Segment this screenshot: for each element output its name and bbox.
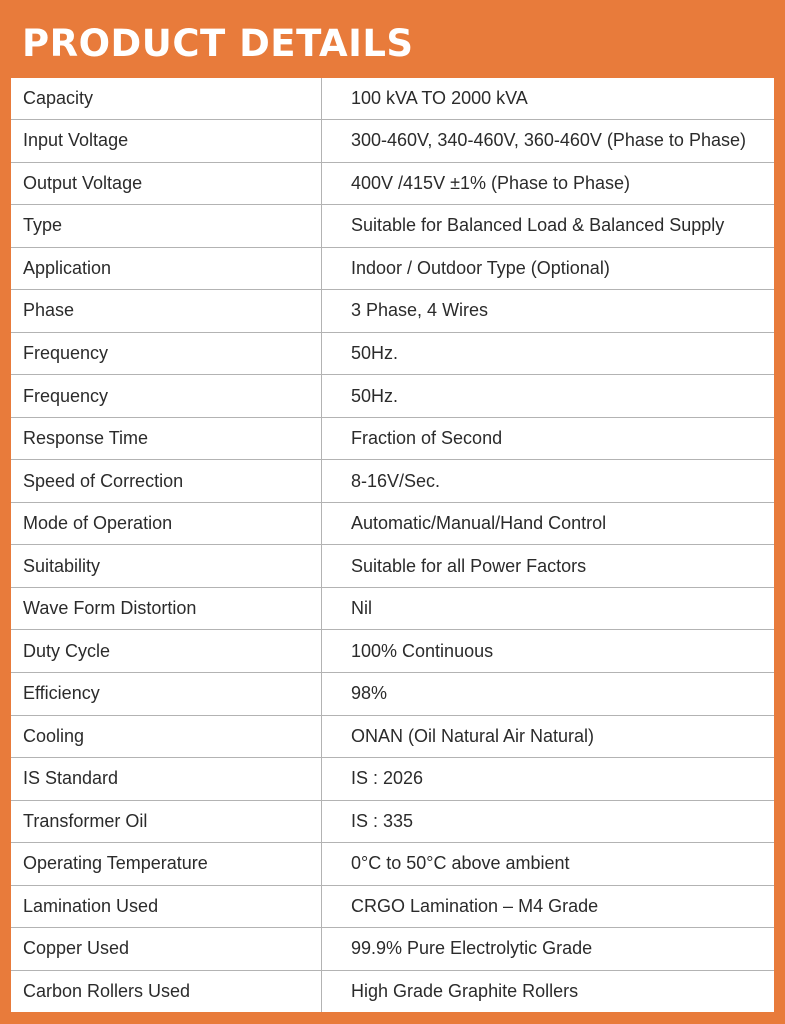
spec-label: Carbon Rollers Used [11,970,322,1012]
table-row [11,162,774,205]
table-row [11,715,774,758]
spec-label: Mode of Operation [11,502,322,545]
spec-value: 300-460V, 340-460V, 360-460V (Phase to Phase) [322,120,775,163]
spec-label: Cooling [11,715,322,758]
spec-label: Capacity [11,78,322,120]
specs-table [11,78,774,1012]
spec-label: Phase [11,290,322,333]
spec-value: High Grade Graphite Rollers [351,980,579,1001]
spec-label: Duty Cycle [11,630,322,673]
table-row [11,417,774,460]
table-row [11,78,774,120]
spec-value: Nil [322,587,775,630]
spec-value: Suitable for Balanced Load & Balanced Supply [322,205,775,248]
spec-label: Efficiency [11,672,322,715]
spec-value: IS : 2026 [322,758,775,801]
table-row [11,460,774,503]
table-row [11,672,774,715]
table-row [11,247,774,290]
table-row [11,885,774,928]
table-row [11,502,774,545]
table-row [11,843,774,886]
specs-panel [11,78,774,1012]
spec-label: Lamination Used [11,885,322,928]
spec-value: 0°C to 50°C above ambient [322,843,775,886]
spec-label: Type [11,205,322,248]
spec-label: Speed of Correction [11,460,322,503]
spec-value: 8-16V/Sec. [322,460,775,503]
spec-value: 50Hz. [322,375,775,418]
spec-label: Frequency [11,375,322,418]
spec-value: ONAN (Oil Natural Air Natural) [322,715,775,758]
table-row [11,545,774,588]
page-title: PRODUCT DETAILS [22,22,414,65]
table-row [11,375,774,418]
spec-value: 98% [322,672,775,715]
spec-value: IS : 335 [322,800,775,843]
spec-value: 100 kVA TO 2000 kVA [322,78,775,120]
spec-value: 3 Phase, 4 Wires [322,290,775,333]
table-row [11,290,774,333]
table-row [11,205,774,248]
spec-label: Output Voltage [11,162,322,205]
spec-value: 400V /415V ±1% (Phase to Phase) [322,162,775,205]
spec-label: Suitability [11,545,322,588]
spec-label: Wave Form Distortion [11,587,322,630]
spec-label: Copper Used [11,928,322,971]
spec-value: 50Hz. [322,332,775,375]
spec-value: Fraction of Second [322,417,775,460]
table-row [11,970,774,1012]
table-row [11,800,774,843]
spec-label: Frequency [11,332,322,375]
table-row [11,587,774,630]
spec-value: Automatic/Manual/Hand Control [322,502,775,545]
spec-label: Application [11,247,322,290]
table-row [11,332,774,375]
spec-label: Transformer Oil [11,800,322,843]
table-row [11,758,774,801]
spec-label: Input Voltage [11,120,322,163]
spec-value: Suitable for all Power Factors [322,545,775,588]
spec-value: 100% Continuous [322,630,775,673]
spec-value: 99.9% Pure Electrolytic Grade [322,928,775,971]
spec-label: IS Standard [11,758,322,801]
spec-value: Indoor / Outdoor Type (Optional) [322,247,775,290]
table-row [11,120,774,163]
spec-label: Response Time [11,417,322,460]
table-row [11,928,774,971]
table-row [11,630,774,673]
spec-value: CRGO Lamination – M4 Grade [322,885,775,928]
spec-label: Operating Temperature [11,843,322,886]
